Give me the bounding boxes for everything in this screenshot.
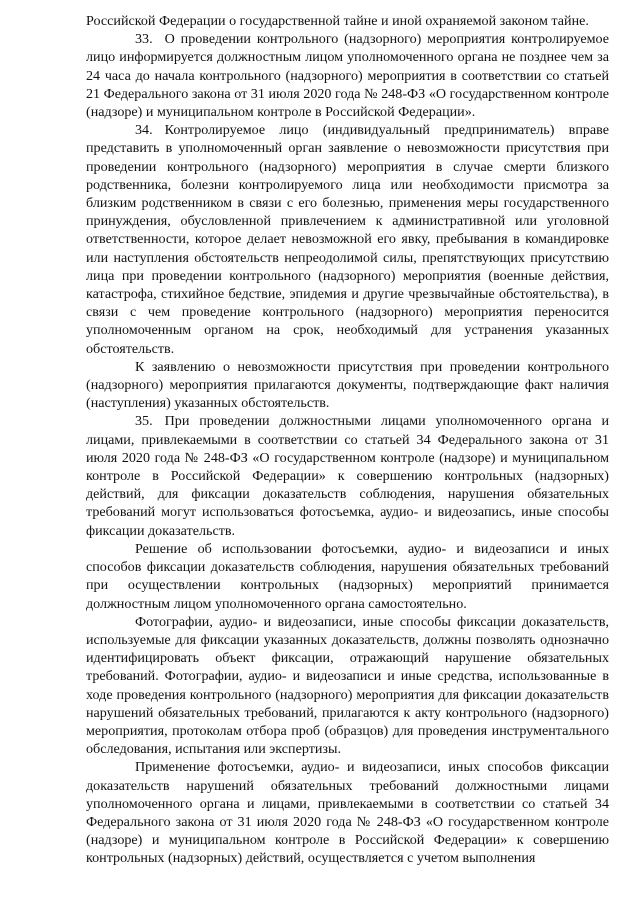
lead-in-line: Российской Федерации о государственной тайне и иной охраняемой законом тайне. bbox=[86, 13, 589, 29]
paragraph-34-attachments: К заявлению о невозможности присутствия при проведении контрольного (надзорного) мероприятия прилагаются документы, подтверждающие факт наличия (наступления) указанных обстоятельств. bbox=[86, 358, 609, 412]
paragraph-35-application: Применение фотосъемки, аудио- и видеозаписи, иных способов фиксации доказательств нарушений обязательных требований должностными лицами уполномоченного органа и лицами, привлекаемыми в соответствии со статьей 34 Федерального закона от 31 июля 2020 года № 248-ФЗ «О государственном контроле (надзоре) и муниципальном контроле в Российской Федерации» к совершению контрольных (надзорных) действий, осуществляется с учетом выполнения bbox=[86, 759, 609, 867]
paragraph-number: 35. bbox=[135, 413, 153, 430]
paragraph-text: При проведении должностными лицами уполномоченного органа и лицами, привлекаемыми в соответствии со статьей 34 Федерального закона от 31 июля 2020 года № 248-ФЗ «О государственном контроле (надзоре) и муниципальном контроле в Российской Федерации» к совершению контрольных (надзорных) действий, для фиксации доказательств соблюдения, нарушения обязательных требований могут использоваться фотосъемка, аудио- и видеозапись, иные способы фиксации доказательств. bbox=[86, 413, 609, 539]
paragraph-number: 34. bbox=[135, 122, 153, 139]
paragraph-text: О проведении контрольного (надзорного) мероприятия контролируемое лицо информируется должностным лицом уполномоченного органа не позднее чем за 24 часа до начала контрольного (надзорного) мероприятия в соответствии со статьей 21 Федерального закона от 31 июля 2020 года № 248-ФЗ «О государственном контроле (надзоре) и муниципальном контроле в Российской Федерации». bbox=[86, 31, 609, 121]
paragraph-33 bbox=[86, 30, 609, 121]
paragraph-text: Контролируемое лицо (индивидуальный предприниматель) вправе представить в уполномоченный орган заявление о невозможности присутствия при проведении контрольного (надзорного) мероприятия в случае смерти близкого родственника, болезни контролируемого лица или необходимости присмотра за близким родственником в связи с его болезнью, применения меры государственного принуждения, обусловленной привлечением к административной или уголовной ответственности, которое делает невозможной его явку, пребывания в командировке или наступления обстоятельств непреодолимой силы, препятствующих присутствию лица при проведении контрольного (надзорного) мероприятия (военные действия, катастрофа, стихийное бедствие, эпидемия и другие чрезвычайные обстоятельства), в связи с чем проведение контрольного (надзорного) мероприятия переносится уполномоченным органом на срок, необходимый для устранения указанных обстоятельств. bbox=[86, 122, 609, 357]
paragraph-35-evidence: Фотографии, аудио- и видеозаписи, иные способы фиксации доказательств, используемые для фиксации указанных доказательств, должны позволять однозначно идентифицировать объект фиксации, отражающий нарушение обязательных требований. Фотографии, аудио- и видеозаписи и иные средства, использованные в ходе проведения контрольного (надзорного) мероприятия для фиксации доказательств нарушений обязательных требований, прилагаются к акту контрольного (надзорного) мероприятия, протоколам отбора проб (образцов) для проведения инструментального обследования, испытания или экспертизы. bbox=[86, 613, 609, 758]
paragraph-35-decision: Решение об использовании фотосъемки, аудио- и видеозаписи и иных способов фиксации доказательств соблюдения, нарушения обязательных требований при осуществлении контрольных (надзорных) мероприятий принимается должностным лицом уполномоченного органа самостоятельно. bbox=[86, 540, 609, 612]
paragraph-number: 33. bbox=[135, 31, 153, 48]
paragraph-35 bbox=[86, 412, 609, 539]
paragraph-34 bbox=[86, 121, 609, 358]
